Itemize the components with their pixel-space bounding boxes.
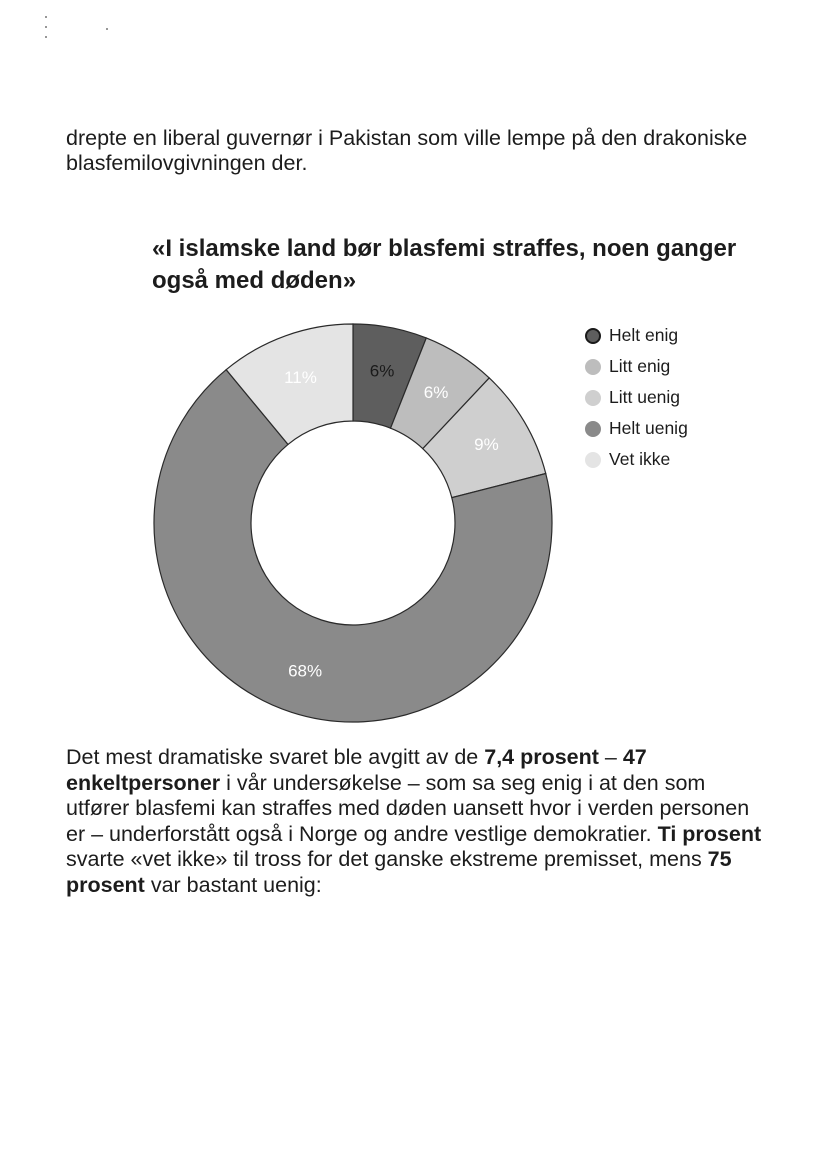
chart-title: «I islamske land bør blasfemi straffes, noen ganger også med døden»: [152, 235, 737, 294]
text-run: var bastant uenig:: [144, 872, 322, 897]
legend-swatch: [585, 359, 601, 375]
bold-run: Ti prosent: [657, 821, 762, 846]
scan-speck: [106, 28, 108, 30]
slice-value-label: 6%: [423, 383, 449, 403]
legend-swatch: [585, 390, 601, 406]
text-run: i vår undersøkelse – som sa seg enig i at den som utfører blasfemi kan straffes med døden uansett hvor i verden personen er – underforstått også i Norge og andre vestlige demokratier.: [66, 770, 750, 846]
text-run: Det mest dramatiske svaret ble avgitt av de: [66, 745, 485, 769]
chart-legend: [585, 320, 688, 475]
legend-label: Vet ikke: [609, 449, 671, 469]
text-run: –: [598, 745, 623, 769]
donut-chart: [140, 310, 560, 735]
slice-value-label: 6%: [369, 361, 395, 381]
intro-paragraph: drepte en liberal guvernør i Pakistan som ville lempe på den drakoniske blasfemilovgivningen der.: [66, 126, 748, 175]
legend-swatch: [585, 452, 601, 468]
legend-label: Helt uenig: [609, 418, 688, 438]
legend-label: Helt enig: [609, 325, 679, 345]
scan-speck: [45, 16, 47, 18]
legend-item: [585, 320, 688, 351]
scan-speck: [45, 26, 47, 28]
legend-swatch: [585, 421, 601, 437]
body-paragraph: [66, 745, 766, 898]
legend-swatch: [585, 328, 601, 344]
slice-value-label: 68%: [288, 661, 323, 681]
bold-run: 47 enkeltpersoner: [66, 745, 647, 795]
text-run: svarte «vet ikke» til tross for det ganske ekstreme premisset, mens: [66, 847, 708, 871]
scan-speck: [45, 36, 47, 38]
slice-value-label: 9%: [474, 435, 499, 455]
bold-run: 7,4 prosent: [484, 745, 599, 769]
slice-value-label: 11%: [284, 368, 317, 388]
legend-item: [585, 351, 688, 382]
legend-item: [585, 413, 688, 444]
legend-item: [585, 444, 688, 475]
legend-item: [585, 382, 688, 413]
legend-label: Litt enig: [609, 356, 671, 376]
bold-run: 75 prosent: [66, 847, 732, 897]
legend-label: Litt uenig: [609, 387, 681, 407]
